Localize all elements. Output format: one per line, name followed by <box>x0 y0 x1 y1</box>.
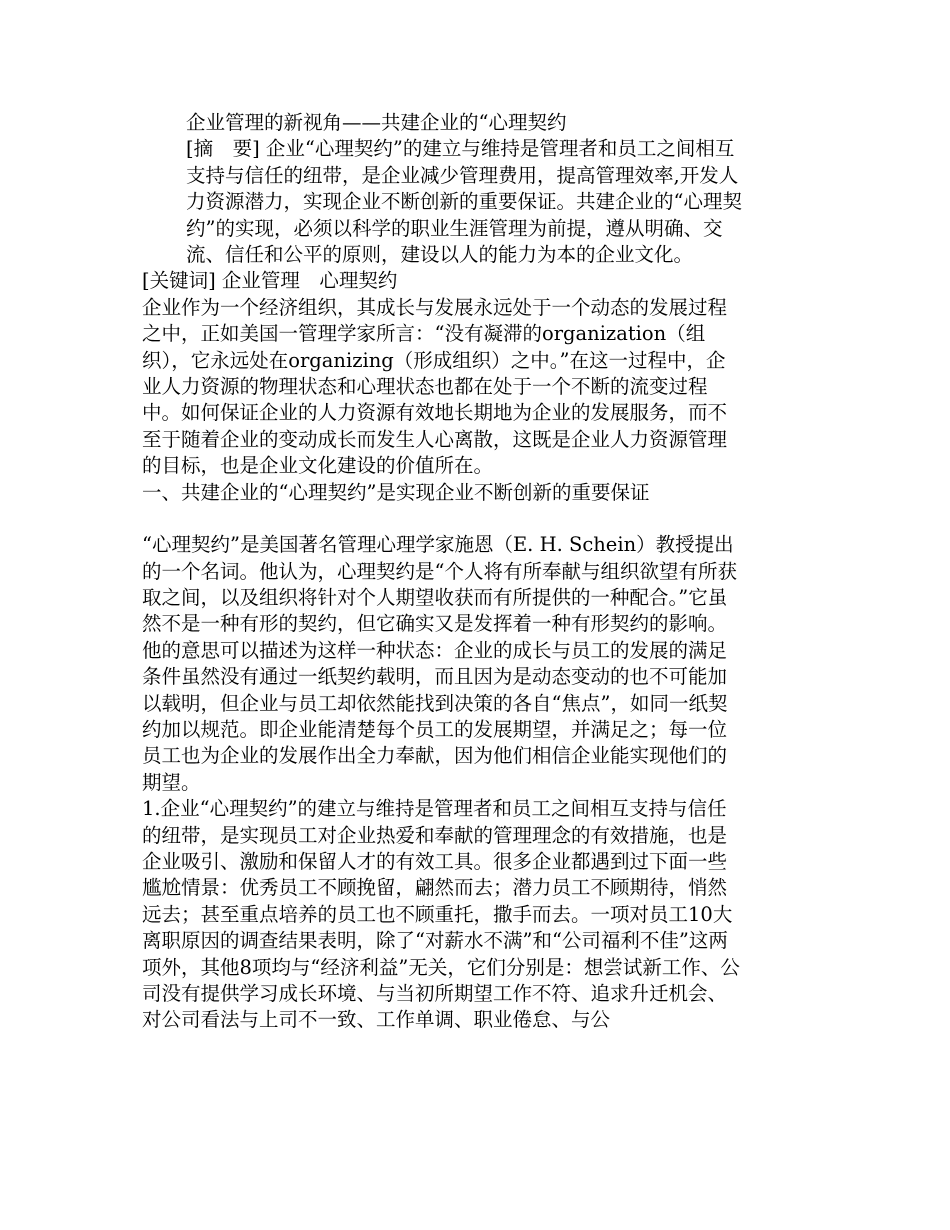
document-page <box>142 110 742 1034</box>
psychological-contract-paragraph: “心理契约”是美国著名管理心理学家施恩（E. H. Schein）教授提出的一个名词。他认为，心理契约是“个人将有所奉献与组织欲望有所获取之间，以及组织将针对个人期望收获而有所提供的一种配合。”它虽然不是一种有形的契约，但它确实又是发挥着一种有形契约的影响。他的意思可以描述为这样一种状态：企业的成长与员工的发展的满足条件虽然没有通过一纸契约载明，而且因为是动态变动的也不可能加以载明，但企业与员工却依然能找到决策的各自“焦点”，如同一纸契约加以规范。即企业能清楚每个员工的发展期望，并满足之；每一位员工也为企业的发展作出全力奉献，因为他们相信企业能实现他们的期望。 <box>142 533 737 794</box>
section-heading: 一、共建企业的“心理契约”是实现企业不断创新的重要保证 <box>142 480 650 504</box>
abstract-text: [摘 要] 企业“心理契约”的建立与维持是管理者和员工之间相互支持与信任的纽带，是企业减少管理费用，提高管理效率,开发人力资源潜力，实现企业不断创新的重要保证。共建企业的“心理契约”的实现，必须以科学的职业生涯管理为前提，遵从明确、交流、信任和公平的原则，建设以人的能力为本的企业文化。 <box>186 137 742 267</box>
abstract-paragraph <box>142 136 742 268</box>
keywords-line: [关键词] 企业管理 心理契约 <box>142 269 398 293</box>
blank-line <box>142 506 742 532</box>
intro-paragraph: 企业作为一个经济组织，其成长与发展永远处于一个动态的发展过程之中，正如美国一管理学家所言：“没有凝滞的organization（组织），它永远处在organizing（形成组织）之中。”在这一过程中，企业人力资源的物理状态和心理状态也都在处于一个不断的流变过程中。如何保证企业的人力资源有效地长期地为企业的发展服务，而不至于随着企业的变动成长而发生人心离散，这既是企业人力资源管理的目标，也是企业文化建设的价值所在。 <box>142 295 728 478</box>
point-one-paragraph: 1.企业“心理契约”的建立与维持是管理者和员工之间相互支持与信任的纽带，是实现员工对企业热爱和奉献的管理理念的有效措施，也是企业吸引、激励和保留人才的有效工具。很多企业都遇到过下面一些尴尬情景：优秀员工不顾挽留，翩然而去；潜力员工不顾期待，悄然远去；甚至重点培养的员工也不顾重托，撒手而去。一项对员工10大离职原因的调查结果表明，除了“对薪水不满”和“公司福利不佳”这两项外，其他8项均与“经济利益”无关，它们分别是：想尝试新工作、公司没有提供学习成长环境、与当初所期望工作不符、追求升迁机会、对公司看法与上司不一致、工作单调、职业倦怠、与公 <box>142 797 740 1032</box>
document-title: 企业管理的新视角——共建企业的“心理契约 <box>186 111 567 134</box>
